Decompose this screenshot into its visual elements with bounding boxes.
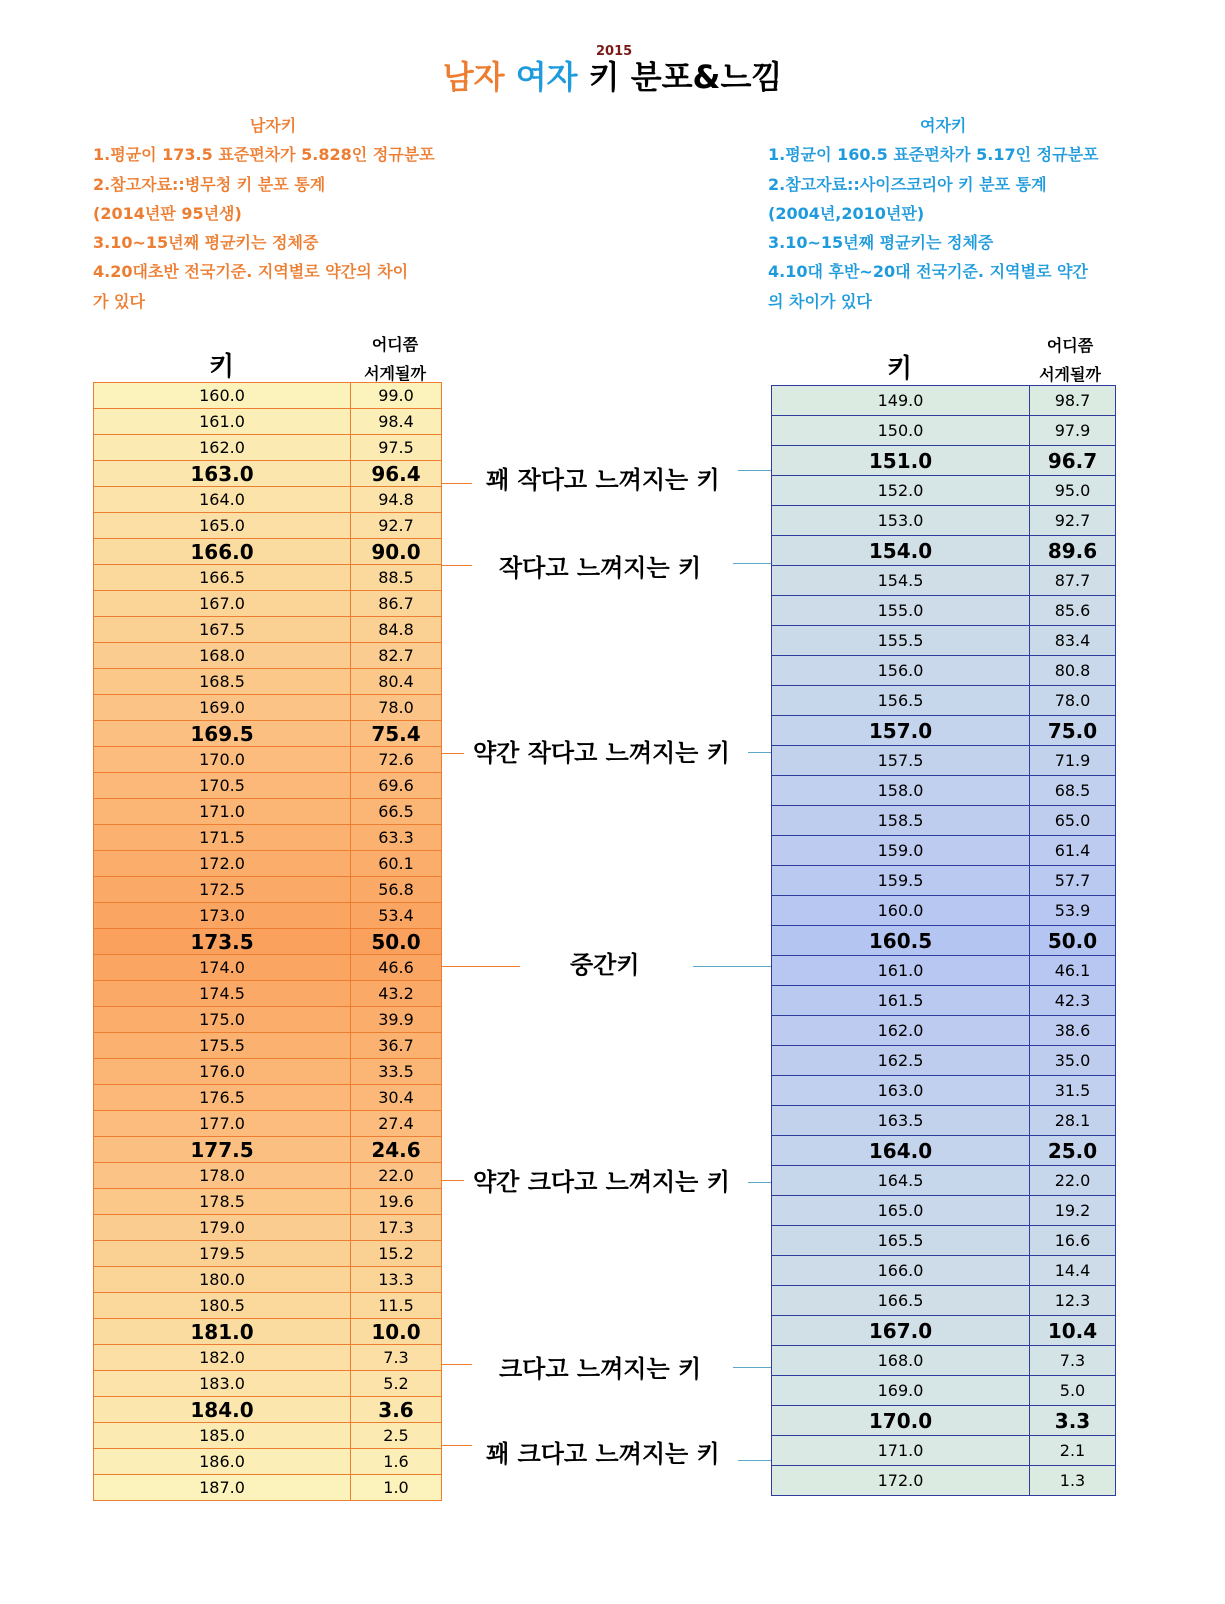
women-row [772, 866, 1116, 896]
women-position-cell: 35.0 [1030, 1046, 1116, 1076]
men-row [94, 1449, 442, 1475]
position-header-line: 어디쯤 [1046, 336, 1094, 355]
men-row [94, 1033, 442, 1059]
women-height-cell: 159.0 [772, 836, 1030, 866]
women-row [772, 1376, 1116, 1406]
men-position-cell: 50.0 [351, 929, 442, 955]
men-height-cell: 173.0 [94, 903, 351, 929]
men-note-line: 3.10~15년째 평균키는 정체중 [93, 233, 319, 253]
women-position-cell: 3.3 [1030, 1406, 1116, 1436]
men-position-cell: 99.0 [351, 383, 442, 409]
men-row [94, 773, 442, 799]
women-position-cell: 28.1 [1030, 1106, 1116, 1136]
women-height-cell: 156.0 [772, 656, 1030, 686]
men-row [94, 825, 442, 851]
women-row [772, 416, 1116, 446]
connector-line [442, 483, 472, 484]
women-row [772, 656, 1116, 686]
women-position-cell: 31.5 [1030, 1076, 1116, 1106]
men-position-cell: 11.5 [351, 1293, 442, 1319]
men-row [94, 565, 442, 591]
men-position-cell: 36.7 [351, 1033, 442, 1059]
feeling-label: 약간 크다고 느껴지는 키 [473, 1168, 730, 1196]
women-notes-heading: 여자키 [920, 116, 967, 135]
men-note-line: (2014년판 95년생) [93, 203, 242, 223]
men-position-cell: 80.4 [351, 669, 442, 695]
men-position-cell: 7.3 [351, 1345, 442, 1371]
women-row [772, 476, 1116, 506]
men-position-cell: 72.6 [351, 747, 442, 773]
men-position-cell: 3.6 [351, 1397, 442, 1423]
women-position-cell: 42.3 [1030, 986, 1116, 1016]
men-row [94, 799, 442, 825]
women-position-cell: 78.0 [1030, 686, 1116, 716]
women-position-cell: 71.9 [1030, 746, 1116, 776]
women-position-cell: 92.7 [1030, 506, 1116, 536]
connector-line [442, 565, 472, 566]
women-height-header: 키 [887, 354, 913, 384]
women-position-cell: 87.7 [1030, 566, 1116, 596]
women-height-cell: 162.0 [772, 1016, 1030, 1046]
men-position-cell: 63.3 [351, 825, 442, 851]
title-rest: 키 분포&느낌 [588, 58, 783, 96]
feeling-label: 작다고 느껴지는 키 [499, 554, 702, 582]
men-position-cell: 66.5 [351, 799, 442, 825]
men-notes-heading: 남자키 [249, 116, 297, 135]
men-row [94, 539, 442, 565]
men-position-cell: 24.6 [351, 1137, 442, 1163]
connector-line [442, 1364, 472, 1365]
men-height-cell: 176.0 [94, 1059, 351, 1085]
men-height-cell: 181.0 [94, 1319, 351, 1345]
women-position-cell: 50.0 [1030, 926, 1116, 956]
men-position-cell: 5.2 [351, 1371, 442, 1397]
feeling-label: 중간키 [570, 951, 640, 979]
women-height-cell: 158.5 [772, 806, 1030, 836]
women-row [772, 1466, 1116, 1496]
women-height-cell: 149.0 [772, 386, 1030, 416]
women-height-cell: 157.0 [772, 716, 1030, 746]
men-row [94, 487, 442, 513]
women-position-cell: 38.6 [1030, 1016, 1116, 1046]
men-height-cell: 178.0 [94, 1163, 351, 1189]
men-position-cell: 97.5 [351, 435, 442, 461]
men-position-cell: 92.7 [351, 513, 442, 539]
men-row [94, 981, 442, 1007]
men-height-cell: 180.0 [94, 1267, 351, 1293]
men-note-line: 4.20대초반 전국기준. 지역별로 약간의 차이 [93, 262, 409, 282]
women-row [772, 446, 1116, 476]
men-height-cell: 168.0 [94, 643, 351, 669]
men-row [94, 1085, 442, 1111]
men-position-cell: 98.4 [351, 409, 442, 435]
men-row [94, 1059, 442, 1085]
men-note-line: 2.참고자료::병무청 키 분포 통계 [93, 174, 326, 194]
women-row [772, 1256, 1116, 1286]
men-height-cell: 176.5 [94, 1085, 351, 1111]
men-height-cell: 174.0 [94, 955, 351, 981]
men-position-cell: 88.5 [351, 565, 442, 591]
feeling-label: 크다고 느껴지는 키 [499, 1355, 702, 1383]
women-height-cell: 165.5 [772, 1226, 1030, 1256]
men-height-cell: 171.0 [94, 799, 351, 825]
women-row [772, 1316, 1116, 1346]
women-row [772, 1046, 1116, 1076]
men-height-cell: 173.5 [94, 929, 351, 955]
men-row [94, 1423, 442, 1449]
connector-line [733, 1367, 771, 1368]
women-note-line: 1.평균이 160.5 표준편차가 5.17인 정규분포 [768, 145, 1099, 165]
women-position-cell: 96.7 [1030, 446, 1116, 476]
women-row [772, 1226, 1116, 1256]
men-height-cell: 179.0 [94, 1215, 351, 1241]
men-height-cell: 171.5 [94, 825, 351, 851]
men-row [94, 435, 442, 461]
men-row [94, 591, 442, 617]
men-position-cell: 82.7 [351, 643, 442, 669]
men-row [94, 1371, 442, 1397]
position-header-line: 어디쯤 [371, 335, 419, 354]
women-position-cell: 83.4 [1030, 626, 1116, 656]
men-position-cell: 22.0 [351, 1163, 442, 1189]
men-height-cell: 167.0 [94, 591, 351, 617]
men-position-cell: 69.6 [351, 773, 442, 799]
men-row [94, 383, 442, 409]
men-row [94, 1475, 442, 1501]
women-note-line: 4.10대 후반~20대 전국기준. 지역별로 약간 [768, 262, 1088, 282]
women-height-cell: 150.0 [772, 416, 1030, 446]
men-row [94, 643, 442, 669]
men-position-cell: 90.0 [351, 539, 442, 565]
men-height-cell: 175.0 [94, 1007, 351, 1033]
women-height-cell: 154.5 [772, 566, 1030, 596]
men-row [94, 1137, 442, 1163]
men-row [94, 1319, 442, 1345]
men-row [94, 669, 442, 695]
men-position-cell: 1.0 [351, 1475, 442, 1501]
connector-line [748, 752, 771, 753]
men-row [94, 1111, 442, 1137]
men-height-cell: 184.0 [94, 1397, 351, 1423]
women-notes [768, 111, 1118, 316]
men-position-cell: 78.0 [351, 695, 442, 721]
men-position-cell: 17.3 [351, 1215, 442, 1241]
women-height-cell: 163.5 [772, 1106, 1030, 1136]
women-position-cell: 1.3 [1030, 1466, 1116, 1496]
women-row [772, 926, 1116, 956]
men-height-cell: 170.0 [94, 747, 351, 773]
men-notes [93, 111, 453, 316]
women-row [772, 896, 1116, 926]
men-row [94, 1163, 442, 1189]
women-height-cell: 164.5 [772, 1166, 1030, 1196]
women-height-cell: 164.0 [772, 1136, 1030, 1166]
men-position-cell: 30.4 [351, 1085, 442, 1111]
women-height-cell: 158.0 [772, 776, 1030, 806]
men-position-cell: 19.6 [351, 1189, 442, 1215]
men-position-cell: 96.4 [351, 461, 442, 487]
women-position-header [1015, 331, 1125, 389]
women-height-cell: 171.0 [772, 1436, 1030, 1466]
men-row [94, 929, 442, 955]
women-height-cell: 157.5 [772, 746, 1030, 776]
men-position-cell: 1.6 [351, 1449, 442, 1475]
women-height-cell: 172.0 [772, 1466, 1030, 1496]
men-row [94, 903, 442, 929]
women-position-cell: 7.3 [1030, 1346, 1116, 1376]
men-height-cell: 168.5 [94, 669, 351, 695]
men-position-cell: 43.2 [351, 981, 442, 1007]
women-position-cell: 25.0 [1030, 1136, 1116, 1166]
women-position-cell: 5.0 [1030, 1376, 1116, 1406]
women-position-cell: 75.0 [1030, 716, 1116, 746]
women-position-cell: 95.0 [1030, 476, 1116, 506]
men-position-cell: 13.3 [351, 1267, 442, 1293]
men-height-cell: 172.5 [94, 877, 351, 903]
women-position-cell: 46.1 [1030, 956, 1116, 986]
men-height-cell: 178.5 [94, 1189, 351, 1215]
women-height-cell: 166.0 [772, 1256, 1030, 1286]
women-height-cell: 153.0 [772, 506, 1030, 536]
men-height-cell: 163.0 [94, 461, 351, 487]
men-height-cell: 165.0 [94, 513, 351, 539]
men-row [94, 1267, 442, 1293]
women-height-cell: 155.0 [772, 596, 1030, 626]
men-row [94, 747, 442, 773]
position-header-line: 서게될까 [1039, 365, 1101, 384]
men-height-cell: 169.5 [94, 721, 351, 747]
women-row [772, 1406, 1116, 1436]
women-row [772, 536, 1116, 566]
men-height-cell: 180.5 [94, 1293, 351, 1319]
women-row [772, 386, 1116, 416]
men-height-cell: 164.0 [94, 487, 351, 513]
women-height-cell: 161.5 [772, 986, 1030, 1016]
women-position-cell: 14.4 [1030, 1256, 1116, 1286]
men-height-cell: 170.5 [94, 773, 351, 799]
connector-line [442, 1180, 464, 1181]
men-height-cell: 169.0 [94, 695, 351, 721]
women-height-cell: 167.0 [772, 1316, 1030, 1346]
women-note-line: 3.10~15년째 평균키는 정체중 [768, 233, 994, 253]
feeling-label: 약간 작다고 느껴지는 키 [473, 739, 730, 767]
women-position-cell: 97.9 [1030, 416, 1116, 446]
men-height-cell: 187.0 [94, 1475, 351, 1501]
men-position-cell: 27.4 [351, 1111, 442, 1137]
women-height-cell: 165.0 [772, 1196, 1030, 1226]
men-position-cell: 46.6 [351, 955, 442, 981]
women-row [772, 1196, 1116, 1226]
women-row [772, 626, 1116, 656]
men-row [94, 1345, 442, 1371]
men-height-cell: 175.5 [94, 1033, 351, 1059]
women-position-cell: 80.8 [1030, 656, 1116, 686]
men-position-cell: 56.8 [351, 877, 442, 903]
men-note-line: 1.평균이 173.5 표준편차가 5.828인 정규분포 [93, 145, 435, 165]
connector-line [733, 563, 771, 564]
women-position-cell: 65.0 [1030, 806, 1116, 836]
women-position-cell: 68.5 [1030, 776, 1116, 806]
men-height-cell: 179.5 [94, 1241, 351, 1267]
women-note-line: 의 차이가 있다 [768, 291, 872, 311]
women-row [772, 1076, 1116, 1106]
men-height-cell: 162.0 [94, 435, 351, 461]
men-row [94, 1215, 442, 1241]
women-position-cell: 85.6 [1030, 596, 1116, 626]
men-row [94, 877, 442, 903]
title-year: 2015 [596, 44, 633, 59]
men-position-cell: 39.9 [351, 1007, 442, 1033]
men-height-cell: 182.0 [94, 1345, 351, 1371]
men-position-header [340, 330, 450, 388]
men-position-cell: 2.5 [351, 1423, 442, 1449]
women-height-cell: 166.5 [772, 1286, 1030, 1316]
men-row [94, 1397, 442, 1423]
men-note-line: 가 있다 [93, 291, 145, 311]
women-height-cell: 162.5 [772, 1046, 1030, 1076]
men-row [94, 1007, 442, 1033]
women-note-line: 2.참고자료::사이즈코리아 키 분포 통계 [768, 174, 1047, 194]
men-height-cell: 160.0 [94, 383, 351, 409]
men-height-cell: 167.5 [94, 617, 351, 643]
women-height-cell: 163.0 [772, 1076, 1030, 1106]
women-note-line: (2004년,2010년판) [768, 203, 925, 223]
women-height-cell: 170.0 [772, 1406, 1030, 1436]
connector-line [738, 470, 771, 471]
men-row [94, 513, 442, 539]
women-position-cell: 19.2 [1030, 1196, 1116, 1226]
men-row [94, 1189, 442, 1215]
women-height-cell: 160.0 [772, 896, 1030, 926]
women-height-cell: 152.0 [772, 476, 1030, 506]
women-height-cell: 151.0 [772, 446, 1030, 476]
men-height-cell: 172.0 [94, 851, 351, 877]
title-women: 여자 [515, 58, 578, 96]
women-row [772, 506, 1116, 536]
feeling-label: 꽤 작다고 느껴지는 키 [486, 466, 720, 494]
men-position-cell: 84.8 [351, 617, 442, 643]
men-row [94, 695, 442, 721]
women-height-table [771, 385, 1116, 1496]
connector-line [738, 1460, 771, 1461]
men-height-cell: 177.5 [94, 1137, 351, 1163]
men-position-cell: 86.7 [351, 591, 442, 617]
men-position-cell: 60.1 [351, 851, 442, 877]
women-row [772, 956, 1116, 986]
women-row [772, 1286, 1116, 1316]
men-position-cell: 15.2 [351, 1241, 442, 1267]
men-row [94, 851, 442, 877]
women-height-cell: 168.0 [772, 1346, 1030, 1376]
women-position-cell: 2.1 [1030, 1436, 1116, 1466]
position-header-line: 서게될까 [364, 364, 426, 383]
men-row [94, 1293, 442, 1319]
connector-line [442, 753, 464, 754]
men-row [94, 409, 442, 435]
men-row [94, 955, 442, 981]
connector-line [442, 1445, 472, 1446]
women-row [772, 776, 1116, 806]
women-row [772, 686, 1116, 716]
women-row [772, 596, 1116, 626]
men-height-cell: 186.0 [94, 1449, 351, 1475]
women-row [772, 716, 1116, 746]
women-height-cell: 154.0 [772, 536, 1030, 566]
feeling-label: 꽤 크다고 느껴지는 키 [486, 1440, 720, 1468]
women-row [772, 1346, 1116, 1376]
title-men: 남자 [442, 58, 505, 96]
women-height-cell: 159.5 [772, 866, 1030, 896]
women-position-cell: 10.4 [1030, 1316, 1116, 1346]
men-height-cell: 166.5 [94, 565, 351, 591]
women-row [772, 1016, 1116, 1046]
women-row [772, 1166, 1116, 1196]
women-position-cell: 22.0 [1030, 1166, 1116, 1196]
men-row [94, 461, 442, 487]
women-position-cell: 53.9 [1030, 896, 1116, 926]
women-position-cell: 89.6 [1030, 536, 1116, 566]
connector-line [442, 966, 520, 967]
connector-line [693, 966, 771, 967]
men-height-header: 키 [209, 352, 235, 382]
women-position-cell: 16.6 [1030, 1226, 1116, 1256]
men-height-cell: 185.0 [94, 1423, 351, 1449]
women-position-cell: 98.7 [1030, 386, 1116, 416]
women-row [772, 746, 1116, 776]
men-row [94, 721, 442, 747]
women-height-cell: 156.5 [772, 686, 1030, 716]
men-row [94, 617, 442, 643]
men-position-cell: 94.8 [351, 487, 442, 513]
men-position-cell: 10.0 [351, 1319, 442, 1345]
men-position-cell: 75.4 [351, 721, 442, 747]
men-position-cell: 53.4 [351, 903, 442, 929]
men-position-cell: 33.5 [351, 1059, 442, 1085]
women-row [772, 1436, 1116, 1466]
women-row [772, 1136, 1116, 1166]
women-height-cell: 160.5 [772, 926, 1030, 956]
men-height-cell: 166.0 [94, 539, 351, 565]
women-height-cell: 155.5 [772, 626, 1030, 656]
men-row [94, 1241, 442, 1267]
women-position-cell: 61.4 [1030, 836, 1116, 866]
women-position-cell: 12.3 [1030, 1286, 1116, 1316]
women-position-cell: 57.7 [1030, 866, 1116, 896]
women-row [772, 566, 1116, 596]
men-height-cell: 161.0 [94, 409, 351, 435]
women-row [772, 806, 1116, 836]
women-row [772, 1106, 1116, 1136]
men-height-cell: 177.0 [94, 1111, 351, 1137]
men-height-cell: 183.0 [94, 1371, 351, 1397]
connector-line [748, 1182, 771, 1183]
men-height-cell: 174.5 [94, 981, 351, 1007]
women-height-cell: 169.0 [772, 1376, 1030, 1406]
women-row [772, 836, 1116, 866]
men-height-table [93, 382, 442, 1501]
women-row [772, 986, 1116, 1016]
women-height-cell: 161.0 [772, 956, 1030, 986]
